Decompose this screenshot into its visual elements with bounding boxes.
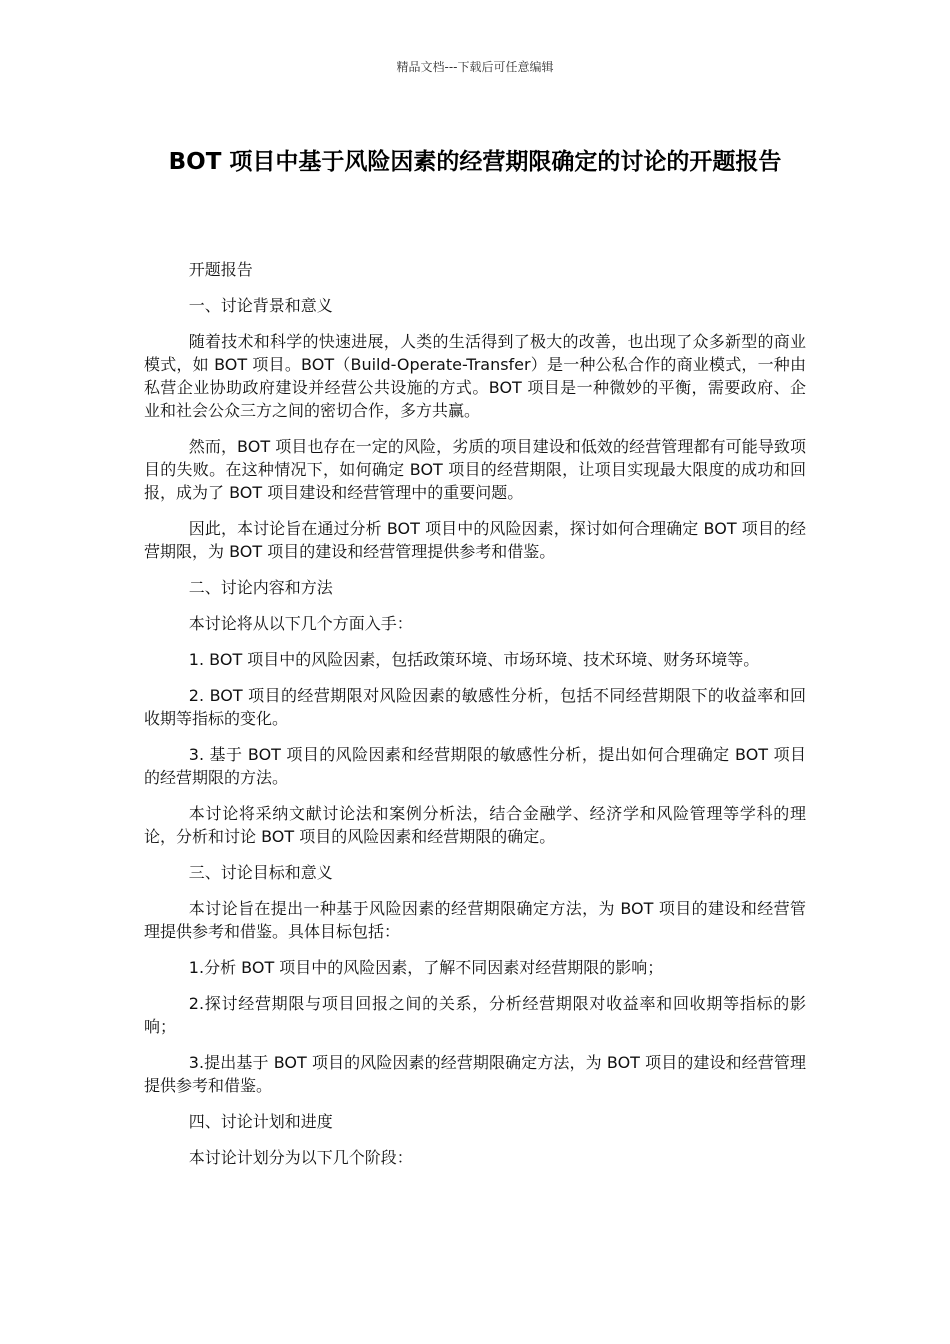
list-item: 2. BOT 项目的经营期限对风险因素的敏感性分析，包括不同经营期限下的收益率和回收期等指标的变化。 (144, 686, 806, 728)
paragraph: 随着技术和科学的快速进展，人类的生活得到了极大的改善，也出现了众多新型的商业模式，如 BOT 项目。BOT（Build-Operate-Transfer）是一种公私合作的商业模式，一种由私营企业协助政府建设并经营公共设施的方式。BOT 项目是一种微妙的平衡，需要政府、企业和社会公众三方之间的密切合作，多方共赢。 (144, 332, 806, 420)
section-heading-plan: 四、讨论计划和进度 (188, 1112, 333, 1131)
section-heading-background: 一、讨论背景和意义 (188, 296, 333, 315)
list-item: 3. 基于 BOT 项目的风险因素和经营期限的敏感性分析，提出如何合理确定 BOT 项目的经营期限的方法。 (144, 745, 806, 787)
section-heading-content-method: 二、讨论内容和方法 (188, 578, 333, 597)
paragraph: 本讨论将采纳文献讨论法和案例分析法，结合金融学、经济学和风险管理等学科的理论，分析和讨论 BOT 项目的风险因素和经营期限的确定。 (144, 804, 806, 846)
paragraph: 然而，BOT 项目也存在一定的风险，劣质的项目建设和低效的经营管理都有可能导致项目的失败。在这种情况下，如何确定 BOT 项目的经营期限，让项目实现最大限度的成功和回报，成为了 BOT 项目建设和经营管理中的重要问题。 (144, 437, 806, 502)
list-item: 1. BOT 项目中的风险因素，包括政策环境、市场环境、技术环境、财务环境等。 (188, 650, 760, 669)
section-heading-goals: 三、讨论目标和意义 (188, 863, 333, 882)
paragraph: 本讨论将从以下几个方面入手： (188, 614, 413, 633)
list-item: 2.探讨经营期限与项目回报之间的关系，分析经营期限对收益率和回收期等指标的影响； (144, 994, 806, 1036)
list-item: 1.分析 BOT 项目中的风险因素，了解不同因素对经营期限的影响； (188, 958, 664, 977)
list-item: 3.提出基于 BOT 项目的风险因素的经营期限确定方法，为 BOT 项目的建设和经营管理提供参考和借鉴。 (144, 1053, 806, 1095)
header-note: 精品文档---下载后可任意编辑 (396, 60, 554, 74)
document-body (144, 258, 806, 1182)
paragraph: 因此，本讨论旨在通过分析 BOT 项目中的风险因素，探讨如何合理确定 BOT 项目的经营期限，为 BOT 项目的建设和经营管理提供参考和借鉴。 (144, 519, 806, 561)
paragraph: 本讨论计划分为以下几个阶段： (188, 1148, 413, 1167)
paragraph-report-label: 开题报告 (188, 260, 253, 279)
paragraph: 本讨论旨在提出一种基于风险因素的经营期限确定方法，为 BOT 项目的建设和经营管理提供参考和借鉴。具体目标包括： (144, 899, 806, 941)
document-title: BOT 项目中基于风险因素的经营期限确定的讨论的开题报告 (168, 149, 782, 175)
